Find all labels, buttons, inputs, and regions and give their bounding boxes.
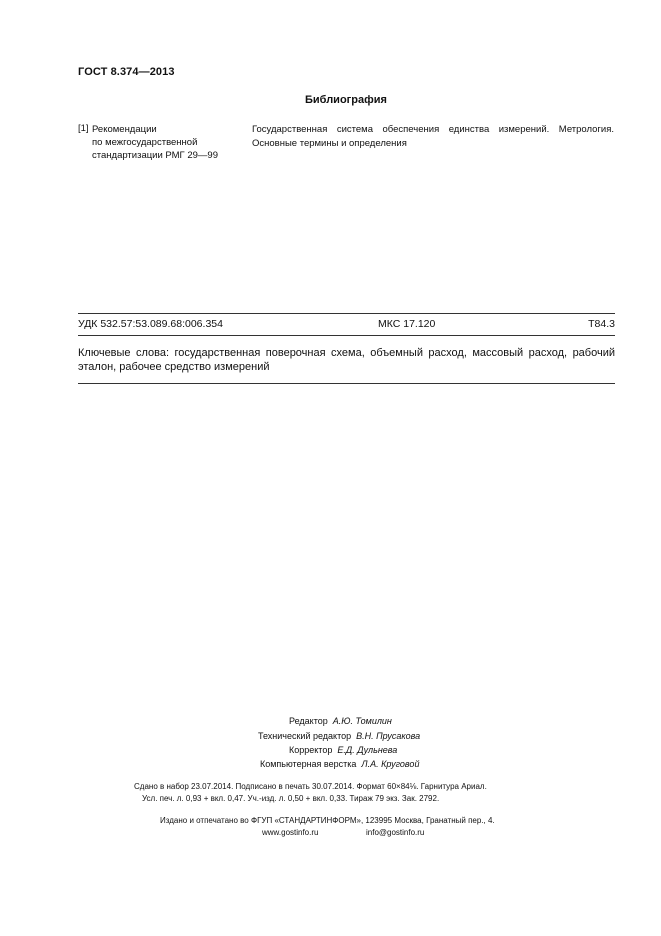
corrector-label: Корректор [289,745,333,755]
layout-name: Л.А. Круговой [361,759,420,769]
layout-credit [260,759,419,769]
email-link[interactable]: info@gostinfo.ru [366,828,425,837]
bibliography-title: Библиография [305,94,387,106]
corrector-credit [289,745,397,755]
divider-middle [78,335,615,336]
editor-name: А.Ю. Томилин [332,716,392,726]
reference-source-line: стандартизации РМГ 29—99 [92,150,218,161]
tech-editor-credit [258,731,420,741]
reference-title: Государственная система обеспечения единства измерений. Метрология. Основные термины и определения [252,124,614,149]
imprint-line-1: Сдано в набор 23.07.2014. Подписано в печать 30.07.2014. Формат 60×84⅛. Гарнитура Ариал. [134,782,487,791]
divider-top [78,313,615,314]
udk-code: УДК 532.57:53.089.68:006.354 [78,318,223,330]
imprint-line-2: Усл. печ. л. 0,93 + вкл. 0,47. Уч.-изд. л. 0,50 + вкл. 0,33. Тираж 79 экз. Зак. 2792. [142,794,440,803]
reference-source-line: Рекомендации [92,124,157,135]
editor-credit [289,716,392,726]
reference-source [92,123,242,162]
mks-code: МКС 17.120 [378,318,436,330]
layout-label: Компьютерная верстка [260,759,357,769]
publisher-line: Издано и отпечатано во ФГУП «СТАНДАРТИНФОРМ», 123995 Москва, Гранатный пер., 4. [160,816,495,825]
tech-editor-label: Технический редактор [258,731,352,741]
keywords: Ключевые слова: государственная поверочная схема, объемный расход, массовый расход, рабочий эталон, рабочее средство измерений [78,347,615,373]
reference-number: [1] [78,123,89,134]
corrector-name: Е.Д. Дульнева [337,745,398,755]
okstu-code: Т84.3 [588,318,615,330]
website-link[interactable]: www.gostinfo.ru [262,828,319,837]
tech-editor-name: В.Н. Прусакова [356,731,421,741]
standard-code: ГОСТ 8.374—2013 [78,66,175,78]
reference-source-line: по межгосударственной [92,137,198,148]
editor-label: Редактор [289,716,328,726]
divider-bottom [78,383,615,384]
